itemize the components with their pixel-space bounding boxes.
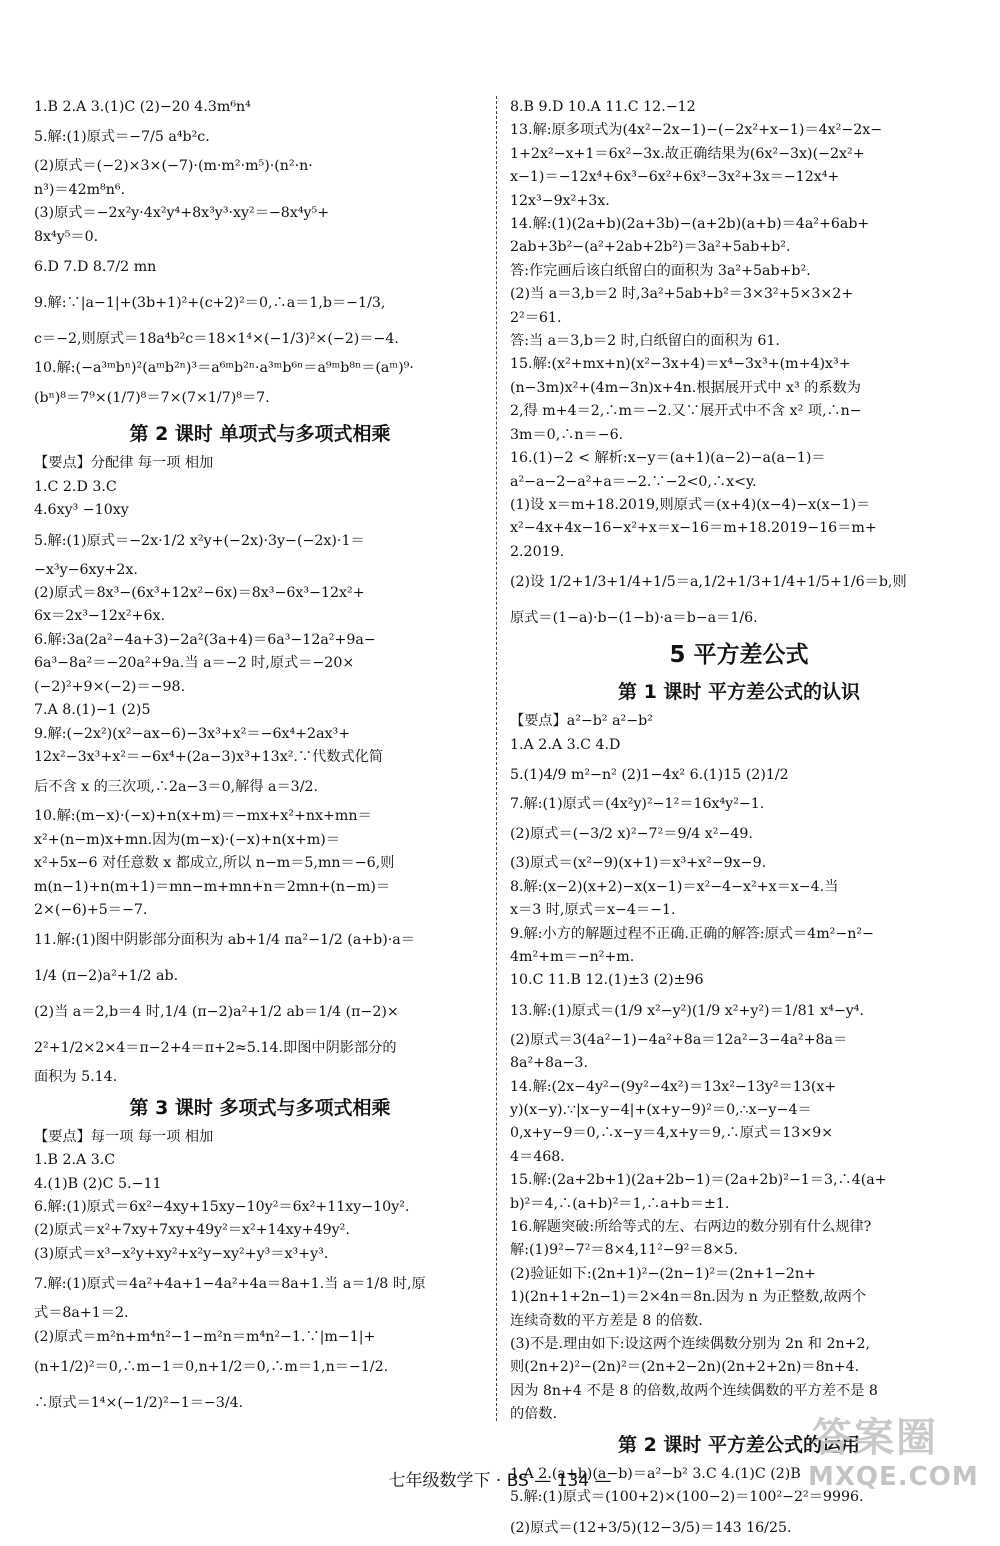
answer-line: 6.D 7.D 8.7/2 mn xyxy=(34,259,157,276)
answer-line: (bⁿ)⁸＝7⁹×(1/7)⁸＝7×(7×1/7)⁸＝7. xyxy=(34,390,270,407)
answer-line: (3)原式＝−2x²y·4x²y⁴+8x³y³·xy²＝−8x⁴y⁵+ xyxy=(34,205,330,222)
answer-line: ∴原式＝1⁴×(−1/2)²−1＝−3/4. xyxy=(34,1395,244,1411)
answer-line: x²+5x−6 对任意数 x 都成立,所以 n−m＝5,mn＝−6,则 xyxy=(34,855,395,872)
watermark-logo xyxy=(806,1404,979,1502)
answer-line: 16.(1)−2 < 解析:x−y＝(a+1)(a−2)−a(a−1)＝ xyxy=(510,450,826,467)
answer-line: (2)验证如下:(2n+1)²−(2n−1)²＝(2n+1−2n+ xyxy=(510,1265,816,1282)
answer-line: (2)原式＝x²+7xy+7xy+49y²＝x²+14xy+49y². xyxy=(34,1222,350,1239)
answer-line: 8a²+8a−3. xyxy=(510,1055,588,1072)
answer-line: 11.解:(1)图中阴影部分面积为 ab+1/4 πa²−1/2 (a+b)·a＝ xyxy=(34,932,415,949)
answer-line: (1)设 x＝m+18.2019,则原式＝(x+4)(x−4)−x(x−1)＝ xyxy=(510,496,871,513)
answer-line: x²+(n−m)x+mn.因为(m−x)·(−x)+n(x+m)＝ xyxy=(34,831,340,848)
answer-line: n³)＝42m⁸n⁶. xyxy=(34,181,126,198)
answer-line: (2)原式＝(−2)×3×(−7)·(m·m²·m⁵)·(n²·n· xyxy=(34,158,313,175)
answer-line: 0,x+y−9＝0,∴x−y＝4,x+y＝9,∴原式＝13×9× xyxy=(510,1125,834,1142)
answer-line: 9.解:(−2x²)(x²−ax−6)−3x³+x²＝−6x⁴+2ax³+ xyxy=(34,725,351,742)
answer-line: (3)原式＝x³−x²y+xy²+x²y−xy²+y³＝x³+y³. xyxy=(34,1245,329,1262)
answer-line: 4＝468. xyxy=(510,1148,565,1165)
answer-line: 12x³−9x²+3x. xyxy=(510,192,610,209)
answer-line: 6.解:3a(2a²−4a+3)−2a²(3a+4)＝6a³−12a²+9a− xyxy=(34,631,376,648)
answer-line: 1.A 2.(a+b)(a−b)＝a²−b² 3.C 4.(1)C (2)B xyxy=(510,1465,801,1482)
answer-line: 5.解:(1)原式＝(100+2)×(100−2)＝100²−2²＝9996. xyxy=(510,1489,864,1506)
answer-line: 8.解:(x−2)(x+2)−x(x−1)＝x²−4−x²+x＝x−4.当 xyxy=(510,878,839,895)
answer-line: 2²＝61. xyxy=(510,309,562,326)
section-heading: 第 2 课时 单项式与多项式相乘 xyxy=(129,423,391,446)
answer-line: 答:作完画后该白纸留白的面积为 3a²+5ab+b². xyxy=(510,262,811,279)
answer-line: 的倍数. xyxy=(510,1406,558,1423)
answer-line: 式＝8a+1＝2. xyxy=(34,1305,129,1322)
answer-line: (2)设 1/2+1/3+1/4+1/5＝a,1/2+1/3+1/4+1/5+1/6＝b,则 xyxy=(510,574,907,591)
answer-line: x²−4x+4x−16−x²+x＝x−16＝m+18.2019−16＝m+ xyxy=(510,520,877,537)
section-heading: 第 1 课时 平方差公式的认识 xyxy=(617,681,861,704)
answer-line: 1.B 2.A 3.C xyxy=(34,1152,116,1169)
answer-line: (n−3m)x²+(4m−3n)x+4n.根据展开式中 x³ 的系数为 xyxy=(510,379,861,396)
answer-line: 1)(2n+1+2n−1)＝2×4n＝8n.因为 n 为正整数,故两个 xyxy=(510,1289,867,1306)
answer-line: (2)原式＝8x³−(6x³+12x²−6x)＝8x³−6x³−12x²+ xyxy=(34,585,365,602)
answer-line: c＝−2,则原式＝18a⁴b²c＝18×1⁴×(−1/3)²×(−2)＝−4. xyxy=(34,331,399,348)
column-divider xyxy=(496,96,497,1421)
answer-line: 1/4 (π−2)a²+1/2 ab. xyxy=(34,968,179,985)
answer-line: 原式＝(1−a)·b−(1−b)·a＝b−a＝1/6. xyxy=(510,610,758,627)
answer-line: (3)不是.理由如下:设这两个连续偶数分别为 2n 和 2n+2, xyxy=(510,1336,871,1353)
answer-line: 1.B 2.A 3.(1)C (2)−20 4.3m⁶n⁴ xyxy=(34,99,251,115)
answer-line: 8.B 9.D 10.A 11.C 12.−12 xyxy=(510,99,696,115)
answer-line: 14.解:(1)(2a+b)(2a+3b)−(a+2b)(a+b)＝4a²+6ab+ xyxy=(510,216,870,233)
chapter-heading: 5 平方差公式 xyxy=(669,642,809,669)
section-heading: 第 2 课时 平方差公式的运用 xyxy=(617,1433,861,1456)
answer-line: (−2)²+9×(−2)＝−98. xyxy=(34,678,186,695)
answer-line: (2)当 a＝2,b＝4 时,1/4 (π−2)a²+1/2 ab＝1/4 (π−2)× xyxy=(34,1004,399,1021)
answer-line: b)²＝4,∴(a+b)²＝1,∴a+b＝±1. xyxy=(510,1195,730,1212)
right-column xyxy=(510,96,968,1546)
watermark-text: 答案圈 xyxy=(812,1415,938,1461)
section-heading: 第 3 课时 多项式与多项式相乘 xyxy=(129,1096,391,1119)
answer-line: 6x＝2x³−12x²+6x. xyxy=(34,608,165,625)
answer-line: 2,得 m+4＝2,∴m＝−2.又∵展开式中不含 x² 项,∴n− xyxy=(510,403,862,420)
answer-line: 答:当 a＝3,b＝2 时,白纸留白的面积为 61. xyxy=(510,333,780,350)
answer-line: (2)当 a＝3,b＝2 时,3a²+5ab+b²＝3×3²+5×3×2+ xyxy=(510,286,854,303)
answer-line: 【要点】每一项 每一项 相加 xyxy=(34,1128,214,1145)
answer-line: −x³y−6xy+2x. xyxy=(34,561,138,578)
answer-line: (2)原式＝3(4a²−1)−4a²+8a＝12a²−3−4a²+8a＝ xyxy=(510,1031,848,1048)
answer-line: (n+1/2)²＝0,∴m−1＝0,n+1/2＝0,∴m＝1,n＝−1/2. xyxy=(34,1359,389,1375)
answer-line: 【要点】a²−b² a²−b² xyxy=(510,713,653,730)
answer-line: 4.(1)B (2)C 5.−11 xyxy=(34,1175,162,1192)
answer-line: (2)原式＝(−3/2 x)²−7²＝9/4 x²−49. xyxy=(510,826,753,843)
answer-line: x＝3 时,原式＝x−4＝−1. xyxy=(510,902,676,919)
answer-line: 10.C 11.B 12.(1)±3 (2)±96 xyxy=(510,972,704,989)
answer-line: 面积为 5.14. xyxy=(34,1069,118,1086)
answer-line: 9.解:小方的解题过程不正确.正确的解答:原式＝4m²−n²− xyxy=(510,925,874,942)
answer-line: 6a³−8a²＝−20a²+9a.当 a＝−2 时,原式＝−20× xyxy=(34,655,355,672)
left-column xyxy=(34,96,486,1421)
answer-line: 9.解:∵|a−1|+(3b+1)²+(c+2)²＝0,∴a＝1,b＝−1/3, xyxy=(34,295,386,312)
answer-line: 16.解题突破:所给等式的左、右两边的数分别有什么规律? xyxy=(510,1219,872,1236)
answer-line: x−1)＝−12x⁴+6x³−6x²+6x³−3x²+3x＝−12x⁴+ xyxy=(510,169,840,186)
answer-line: 后不含 x 的三次项,∴2a−3＝0,解得 a＝3/2. xyxy=(34,779,319,796)
answer-line: 13.解:原多项式为(4x²−2x−1)−(−2x²+x−1)＝4x²−2x− xyxy=(510,122,883,139)
answer-line: 1.A 2.A 3.C 4.D xyxy=(510,736,621,753)
answer-line: 5.解:(1)原式＝−7/5 a⁴b²c. xyxy=(34,129,210,146)
answer-line: 13.解:(1)原式＝(1/9 x²−y²)(1/9 x²+y²)＝1/81 x⁴−y⁴. xyxy=(510,1002,864,1019)
answer-line: 4m²+m＝−n²+m. xyxy=(510,948,635,965)
answer-line: 1+2x²−x+1＝6x²−3x.故正确结果为(6x²−3x)(−2x²+ xyxy=(510,145,865,162)
answer-line: 3m＝0,∴n＝−6. xyxy=(510,426,624,443)
answer-line: 4.6xy³ −10xy xyxy=(34,502,129,519)
answer-line: 10.解:(−a³ᵐbⁿ)²(aᵐb²ⁿ)³＝a⁶ᵐb²ⁿ·a³ᵐb⁶ⁿ＝a⁹ᵐb⁸ⁿ＝(aᵐ)⁹· xyxy=(34,360,414,377)
answer-line: 6.解:(1)原式＝6x²−4xy+15xy−10y²＝6x²+11xy−10y². xyxy=(34,1198,410,1215)
answer-line: (2)原式＝(12+3/5)(12−3/5)＝143 16/25. xyxy=(510,1519,792,1536)
answer-line: m(n−1)+n(m+1)＝mn−m+mn+n＝2mn+(n−m)＝ xyxy=(34,878,391,895)
answer-line: 15.解:(2a+2b+1)(2a+2b−1)＝(2a+2b)²−1＝3,∴4(a+ xyxy=(510,1172,887,1189)
answer-line: 2×(−6)+5＝−7. xyxy=(34,901,148,918)
watermark-url: MXQE.COM xyxy=(808,1462,979,1492)
answer-line: (3)原式＝(x²−9)(x+1)＝x³+x²−9x−9. xyxy=(510,855,767,872)
answer-line: 因为 8n+4 不是 8 的倍数,故两个连续偶数的平方差不是 8 xyxy=(510,1382,878,1399)
answer-line: 15.解:(x²+mx+n)(x²−3x+4)＝x⁴−3x³+(m+4)x³+ xyxy=(510,356,851,373)
answer-line: a²−a−2−a²+a＝−2.∵−2<0,∴x<y. xyxy=(510,473,757,490)
answer-line: 10.解:(m−x)·(−x)+n(x+m)＝−mx+x²+nx+mn＝ xyxy=(34,808,372,825)
answer-line: 8x⁴y⁵＝0. xyxy=(34,228,99,245)
answer-line: 2²+1/2×2×4＝π−2+4＝π+2≈5.14.即图中阴影部分的 xyxy=(34,1040,397,1057)
answer-line: 2ab+3b²−(a²+2ab+2b²)＝3a²+5ab+b². xyxy=(510,239,791,256)
answer-line: 2.2019. xyxy=(510,543,565,560)
answer-line: 1.C 2.D 3.C xyxy=(34,478,117,495)
page-footer: 七年级数学下 · BS — 134 — xyxy=(388,1471,612,1491)
answer-line: 连续奇数的平方差是 8 的倍数. xyxy=(510,1312,703,1329)
answer-line: 5.解:(1)原式＝−2x·1/2 x²y+(−2x)·3y−(−2x)·1＝ xyxy=(34,532,365,549)
answer-line: 则(2n+2)²−(2n)²＝(2n+2−2n)(2n+2+2n)＝8n+4. xyxy=(510,1359,860,1376)
answer-line: 7.解:(1)原式＝4a²+4a+1−4a²+4a＝8a+1.当 a＝1/8 时,原 xyxy=(34,1276,426,1293)
answer-line: 12x²−3x³+x²＝−6x⁴+(2a−3)x³+13x².∵代数式化简 xyxy=(34,748,384,765)
answer-line: 5.(1)4/9 m²−n² (2)1−4x² 6.(1)15 (2)1/2 xyxy=(510,766,789,783)
answer-line: 解:(1)9²−7²＝8×4,11²−9²＝8×5. xyxy=(510,1242,738,1259)
answer-line: (2)原式＝m²n+m⁴n²−1−m²n＝m⁴n²−1.∵|m−1|+ xyxy=(34,1328,376,1345)
answer-line: 【要点】分配律 每一项 相加 xyxy=(34,455,214,472)
answer-line: y)(x−y).∵|x−y−4|+(x+y−9)²＝0,∴x−y−4＝ xyxy=(510,1102,812,1118)
answer-line: 7.A 8.(1)−1 (2)5 xyxy=(34,702,151,719)
answer-line: 7.解:(1)原式＝(4x²y)²−1²＝16x⁴y²−1. xyxy=(510,795,765,812)
answer-line: 14.解:(2x−4y²−(9y²−4x²)＝13x²−13y²＝13(x+ xyxy=(510,1078,837,1095)
